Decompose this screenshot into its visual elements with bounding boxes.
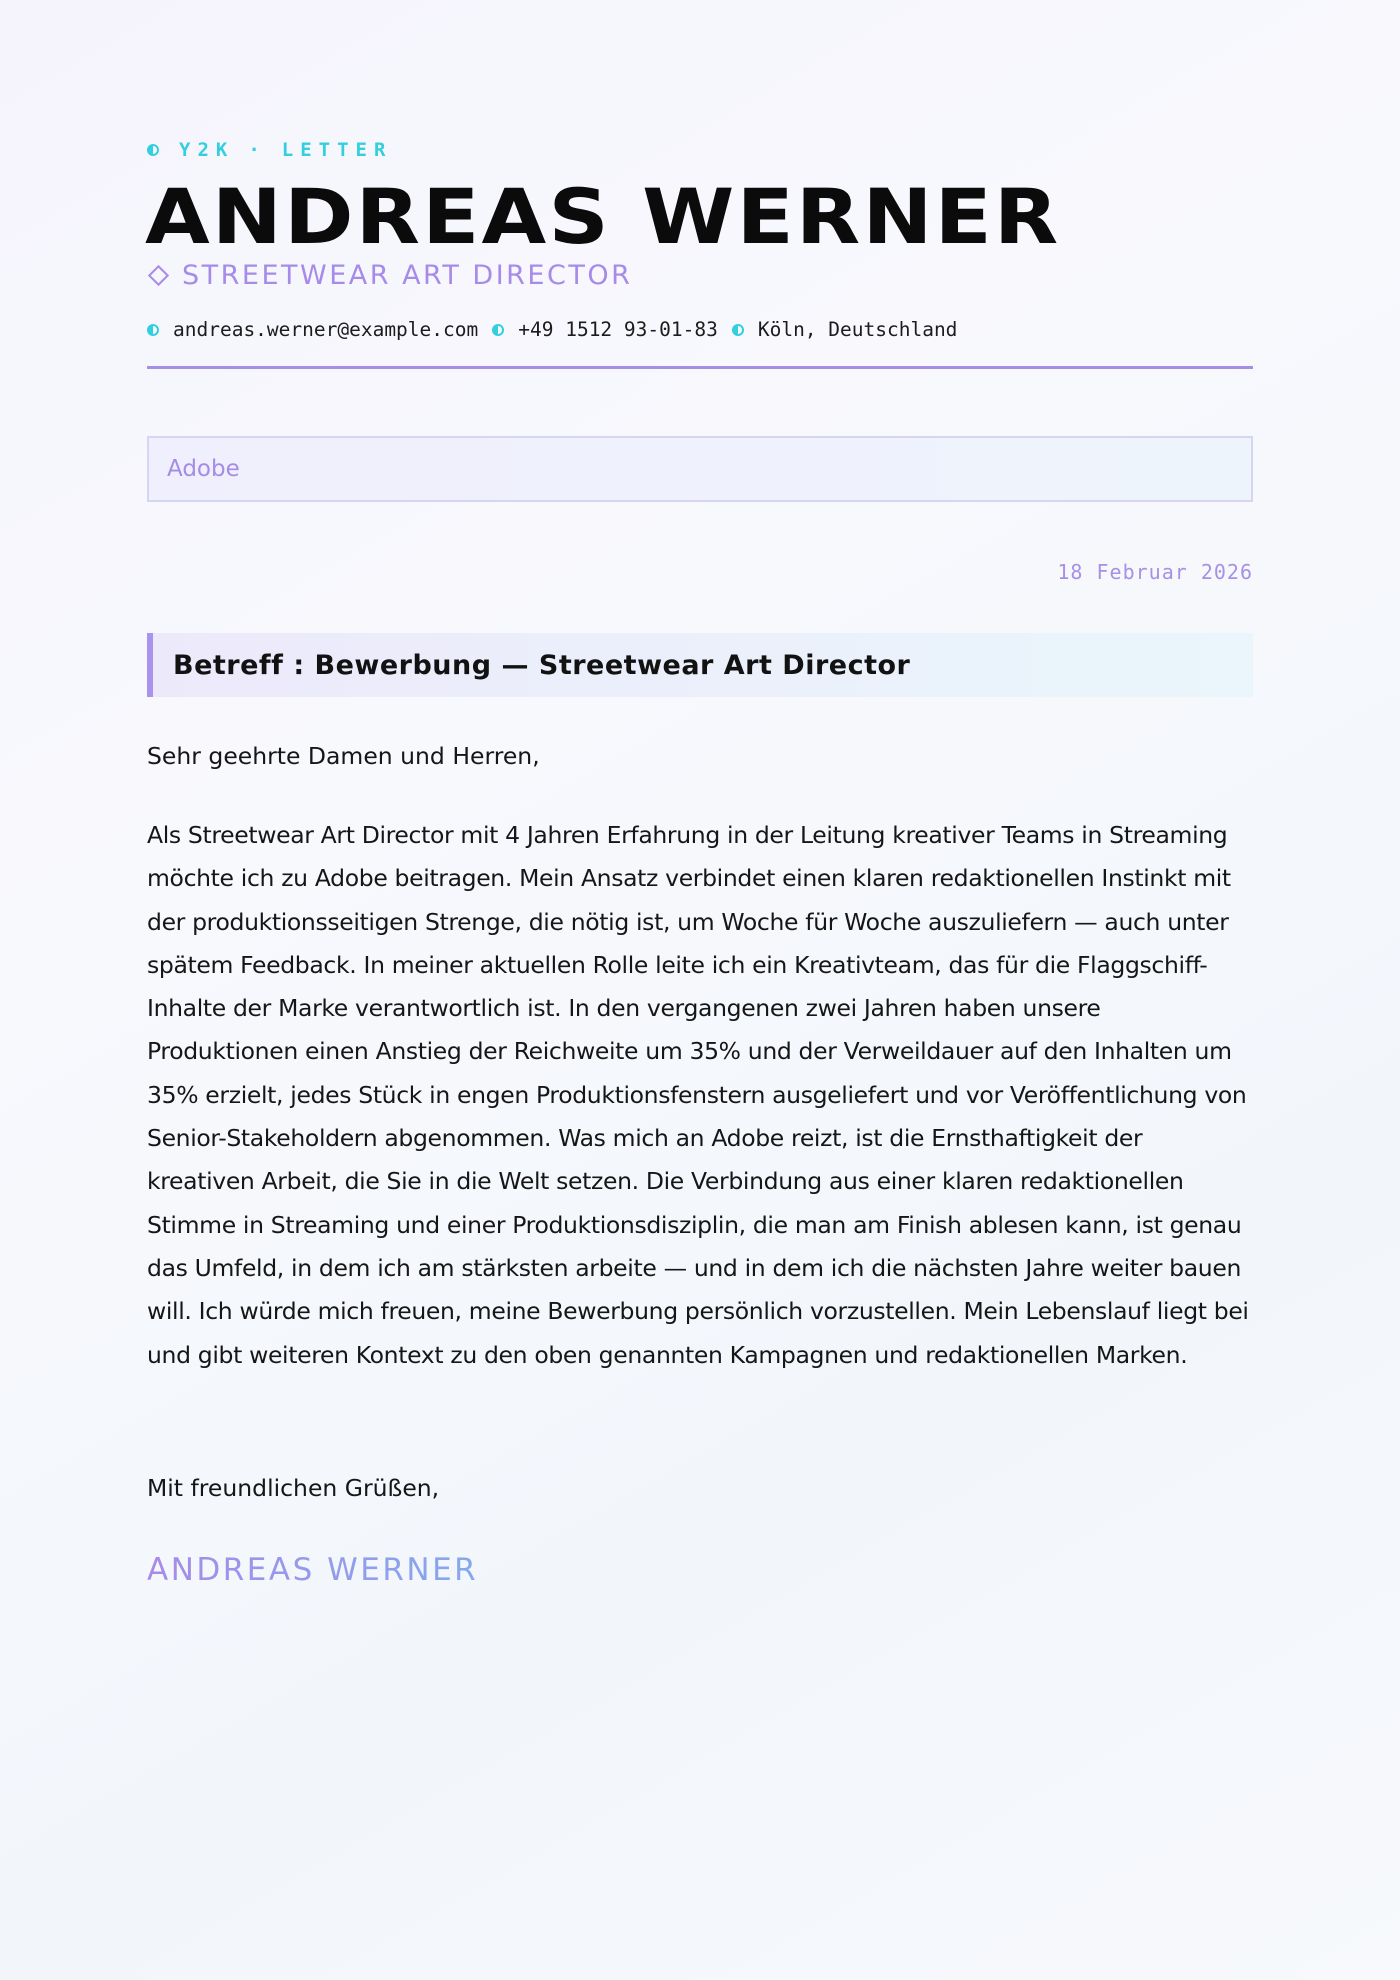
- applicant-name: ANDREAS WERNER: [145, 172, 1061, 261]
- subject-text: Betreff : Bewerbung — Streetwear Art Director: [173, 649, 911, 681]
- tag-separator: ·: [248, 139, 260, 161]
- recipient-company: Adobe: [167, 456, 240, 482]
- closing: Mit freundlichen Grüßen,: [147, 1474, 440, 1502]
- contact-phone[interactable]: +49 1512 93-01-83: [518, 318, 718, 341]
- subject-line: [147, 633, 1253, 697]
- contact-row: [147, 318, 957, 341]
- tag-secondary: LETTER: [281, 139, 393, 161]
- half-circle-icon: [147, 324, 159, 336]
- applicant-role: [147, 260, 632, 291]
- half-circle-icon: [492, 324, 504, 336]
- diamond-icon: [148, 265, 169, 286]
- contact-email[interactable]: andreas.werner@example.com: [173, 318, 479, 341]
- letter-date: 18 Februar 2026: [1057, 560, 1253, 584]
- salutation: Sehr geehrte Damen und Herren,: [147, 742, 540, 770]
- half-circle-icon: [732, 324, 744, 336]
- contact-location: Köln, Deutschland: [757, 318, 958, 341]
- header-divider: [147, 366, 1253, 369]
- role-label: STREETWEAR ART DIRECTOR: [182, 260, 633, 291]
- letter-tag: [147, 139, 392, 161]
- recipient-field: [147, 436, 1253, 502]
- signature: ANDREAS WERNER: [147, 1552, 479, 1588]
- half-circle-icon: [147, 144, 159, 156]
- tag-primary: Y2K: [179, 139, 235, 161]
- letter-body: Als Streetwear Art Director mit 4 Jahren Erfahrung in der Leitung kreativer Teams in Streaming möchte ich zu Adobe beitragen. Mein Ansatz verbindet einen klaren redaktionellen Instinkt mit der produktionsseitigen Strenge, die nötig ist, um Woche für Woche auszuliefern — auch unter spätem Feedback. In meiner aktuellen Rolle leite ich ein Kreativteam, das für die Flaggschiff-Inhalte der Marke verantwortlich ist. In den vergangenen zwei Jahren haben unsere Produktionen einen Anstieg der Reichweite um 35% und der Verweildauer auf den Inhalten um 35% erzielt, jedes Stück in engen Produktionsfenstern ausgeliefert und vor Veröffentlichung von Senior-Stakeholdern abgenommen. Was mich an Adobe reizt, ist die Ernsthaftigkeit der kreativen Arbeit, die Sie in die Welt setzen. Die Verbindung aus einer klaren redaktionellen Stimme in Streaming und einer Produktionsdisziplin, die man am Finish ablesen kann, ist genau das Umfeld, in dem ich am stärksten arbeite — und in dem ich die nächsten Jahre weiter bauen will. Ich würde mich freuen, meine Bewerbung persönlich vorzustellen. Mein Lebenslauf liegt bei und gibt weiteren Kontext zu den oben genannten Kampagnen und redaktionellen Marken.: [147, 821, 1249, 1369]
